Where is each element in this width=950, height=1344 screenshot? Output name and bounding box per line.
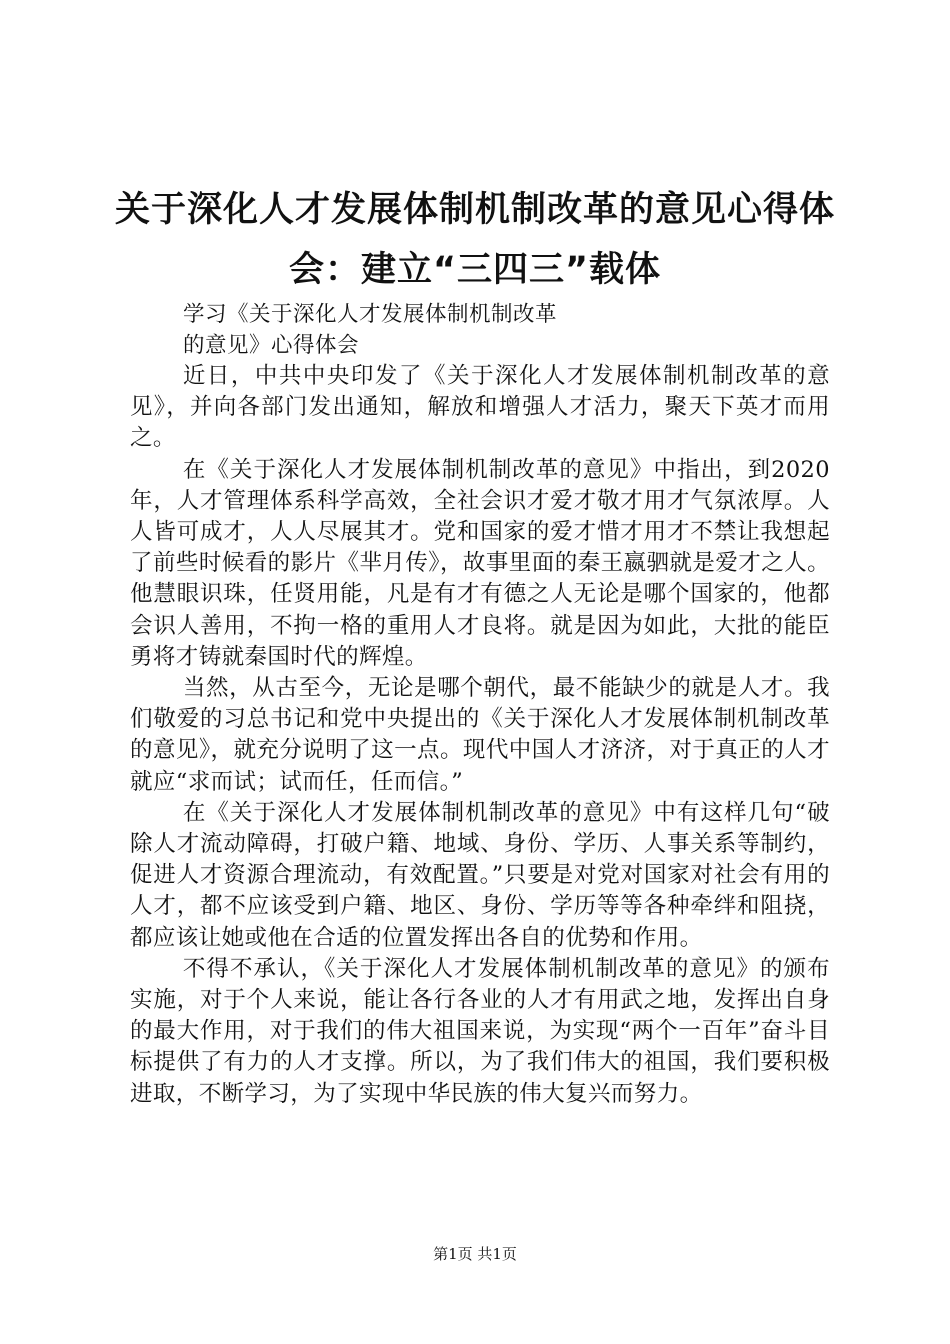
page-footer: 第1页 共1页 xyxy=(433,1245,517,1263)
paragraph-3: 当然，从古至今，无论是哪个朝代，最不能缺少的就是人才。我们敬爱的习总书记和党中央提出的《关于深化人才发展体制机制改革的意见》，就充分说明了这一点。现代中国人才济济，对于真正的人才就应“求而试；试而任，任而信。” xyxy=(130,675,830,795)
document-title-line-2: 会：建立“三四三”载体 xyxy=(288,250,661,290)
paragraph-4: 在《关于深化人才发展体制机制改革的意见》中有这样几句“破除人才流动障碍，打破户籍、地域、身份、学历、人事关系等制约，促进人才资源合理流动，有效配置。”只要是对党对国家对社会有用的人才，都不应该受到户籍、地区、身份、学历等等各种牵绊和阻挠，都应该让她或他在合适的位置发挥出各自的优势和作用。 xyxy=(130,799,830,951)
document-title-line-1: 关于深化人才发展体制机制改革的意见心得体 xyxy=(114,190,835,230)
paragraph-1: 近日，中共中央印发了《关于深化人才发展体制机制改革的意见》，并向各部门发出通知，解放和增强人才活力，聚天下英才而用之。 xyxy=(130,363,830,452)
document-body xyxy=(130,361,830,1110)
document-subtitle-line-1: 学习《关于深化人才发展体制机制改革 xyxy=(183,302,558,327)
paragraph-5: 不得不承认，《关于深化人才发展体制机制改革的意见》的颁布实施，对于个人来说，能让各行各业的人才有用武之地，发挥出自身的最大作用，对于我们的伟大祖国来说，为实现“两个一百年”奋斗目标提供了有力的人才支撑。所以，为了我们伟大的祖国，我们要积极进取，不断学习，为了实现中华民族的伟大复兴而努力。 xyxy=(130,955,830,1107)
document-subtitle-line-2: 的意见》心得体会 xyxy=(183,333,360,358)
paragraph-2: 在《关于深化人才发展体制机制改革的意见》中指出，到2020年，人才管理体系科学高效，全社会识才爱才敬才用才气氛浓厚。人人皆可成才，人人尽展其才。党和国家的爱才惜才用才不禁让我想起了前些时候看的影片《芈月传》，故事里面的秦王嬴驷就是爱才之人。他慧眼识珠，任贤用能，凡是有才有德之人无论是哪个国家的，他都会识人善用，不拘一格的重用人才良将。就是因为如此，大批的能臣勇将才铸就秦国时代的辉煌。 xyxy=(130,456,830,670)
